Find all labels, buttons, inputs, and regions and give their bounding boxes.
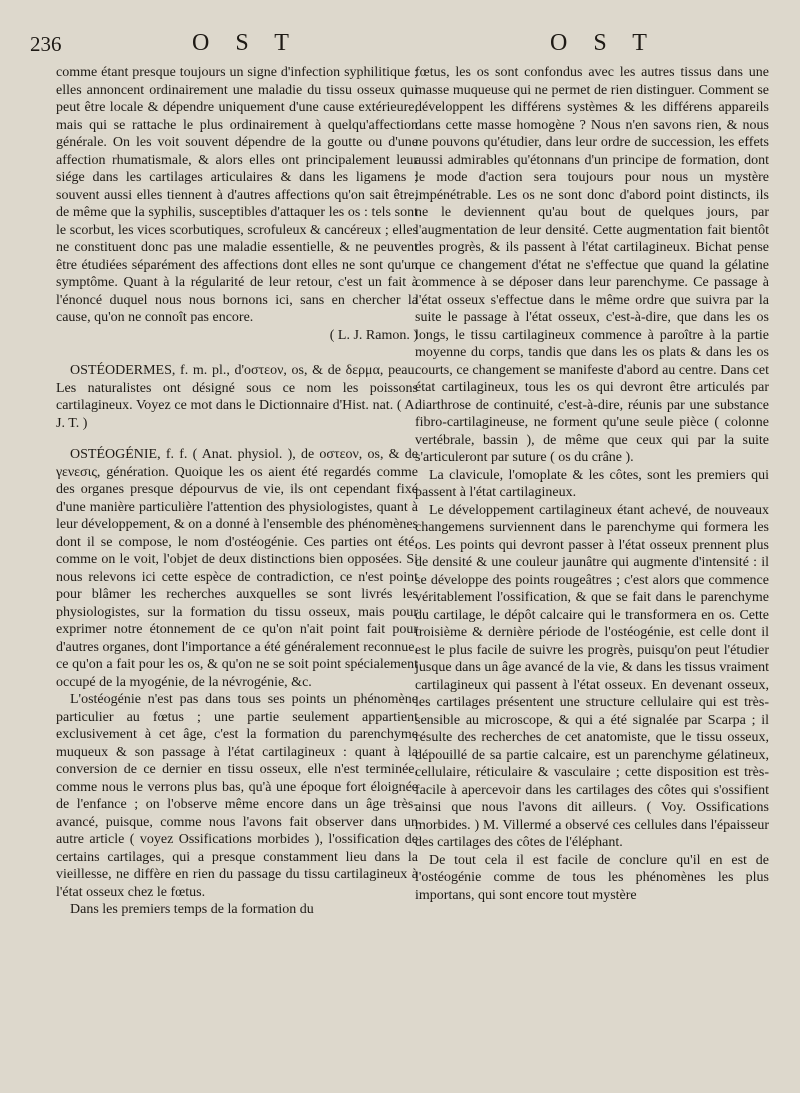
page-number: 236 [30,32,62,56]
paragraph-clavicule: La clavicule, l'omoplate & les côtes, sont les premiers qui passent à l'état cartilagineux. [415,467,769,500]
paragraph-continuation: comme étant presque toujours un signe d'infection syphilitique ; elles annoncent ordinairement une maladie du tissu osseux qui peut être locale & dépendre uniquement d'une cause extérieure, mais qui se rattache le plus ordinairement à quelqu'affection générale. On les voit souvent dépendre de la goutte ou d'une affection rhumatismale, & alors elles ont principalement leur siége dans les cartilages articulaires & dans les ligamens ; souvent aussi elles tiennent à d'autres affections qu'on sait être, de même que la syphilis, susceptibles d'attaquer les os : tels sont le scorbut, les vices scorbutiques, scrofuleux & cancéreux ; elles ne constituent donc pas une maladie essentielle, & ne peuvent être étudiées séparément des affections dont elles ne sont qu'un symptôme. Quant à la régularité de leur retour, c'est un fait à l'énoncé duquel nous nous bornons ici, sans en chercher la cause, qu'on ne connoît pas encore. [56,65,418,325]
entry-osteogenie: OSTÉOGÉNIE, f. f. ( Anat. physiol. ), de οστεον, os, & de γενεσις, génération. Quoique les os aient été regardés comme des organes presque dépourvus de vie, ils ont cependant fixé d'une manière particulière l'attention des physiologistes, quant à leur développement, & on a donné à l'ensemble des phénomènes dont il se compose, le nom d'ostéogénie. Ces parties ont été, comme on le voit, l'objet de deux distinctions bien opposées. Si nous relevons ici cette espèce de contradiction, ce n'est point pour blâmer les recherches auxquelles se sont livrés les physiologistes, sur la formation du tissu osseux, mais pour exprimer notre étonnement de ce qu'on n'ait point fait pour d'autres organes, dont l'importance a été généralement reconnue, ce qu'on a fait pour les os, & qu'on ne se soit point spécialement occupé de la myogénie, de la névrogénie, &c. [56,447,418,690]
right-column [415,64,769,904]
paragraph-developpement: Le développement cartilagineux étant achevé, de nouveaux changemens surviennent dans le parenchyme qui formera les os. Les points qui devront passer à l'état osseux prennent plus de densité & une couleur jaunâtre qui augmente d'intensité : il se développe des points rougeâtres ; c'est alors que commence véritablement l'ossification, & que se fait dans le parenchyme du cartilage, le dépôt calcaire qui le transformera en os. Cette troisième & dernière période de l'ostéogénie, est celle dont il est le plus facile de suivre les progrès, puisqu'on peut l'étudier jusque dans un âge avancé de la vie, & dans les tissus vraiment cartilagineux qui passent à l'état osseux. En devenant osseux, les cartilages présentent une structure cellulaire qui est très-sensible au microscope, & qui a été signalée par Scarpa ; il résulte des recherches de cet anatomiste, que le tissu osseux, dépouillé de sa partie calcaire, est un parenchyme gélatineux, cellulaire, réticulaire & vasculaire ; cette disposition est très-facile à apercevoir dans les cartilages des côtes qui s'ossifient ainsi que nous l'avons dit ailleurs. ( Voy. Ossifications morbides. ) M. Villermé a observé ces cellules dans l'épaisseur des cartilages des côtes de l'éléphant. [415,502,769,850]
running-head-left: O S T [192,30,299,56]
author-signature: ( L. J. Ramon. ) [329,327,418,343]
paragraph-premiers-temps: Dans les premiers temps de la formation du [70,902,314,917]
running-head-right: O S T [550,30,657,56]
paragraph-conclusion: De tout cela il est facile de conclure qu'il en est de l'ostéogénie comme de tous les phénomènes les plus importans, qui sont encore tout mystère [415,852,769,903]
paragraph-osteogenie-foetus: L'ostéogénie n'est pas dans tous ses points un phénomène particulier au fœtus ; une partie seulement appartient exclusivement à cet âge, c'est la formation du parenchyme muqueux & son passage à l'état cartilagineux : quant à la conversion de ce dernier en tissu osseux, elle n'est terminée, comme nous le verrons plus bas, qu'à une époque fort éloignée de l'enfance ; on l'observe même encore dans un âge très-avancé, puisque, comme nous l'avons fait observer dans un autre article ( voyez Ossifications morbides ), l'ossification de certains cartilages, qui a presque constamment lieu dans la vieillesse, ne diffère en rien du passage du tissu cartilagineux à l'état osseux chez le fœtus. [56,692,418,900]
left-column [56,64,418,919]
page-header [0,30,800,64]
entry-gap [56,432,418,446]
paragraph-foetus-os: fœtus, les os sont confondus avec les autres tissus dans une masse muqueuse qui ne permet de rien distinguer. Comment se développent les différens systèmes & les différens appareils dans cette masse homogène ? Nous n'en savons rien, & nous ne pouvons qu'étudier, dans leur ordre de succession, les effets aussi admirables qu'étonnans d'un principe de formation, dont le mode d'action sera toujours pour nous un mystère impénétrable. Les os ne sont donc d'abord point distincts, ils ne le deviennent qu'au bout de quelques jours, par l'augmentation de leur densité. Cette augmentation fait bientôt des progrès, & ils passent à l'état cartilagineux. Bichat pense que ce changement d'état ne s'effectue que quand la gélatine commence à se déposer dans leur parenchyme. Ce passage à l'état osseux s'effectue dans le même ordre que suivra par la suite le passage à l'état osseux, c'est-à-dire, que dans les os longs, le tissu cartilagineux commence à paroître à la partie moyenne du corps, tandis que dans les os plats & dans les os courts, ce changement se manifeste d'abord au centre. Dans cet état cartilagineux, tous les os qui devront être articulés par diarthrose de continuité, c'est-à-dire, réunis par une substance fibro-cartilagineuse, ne forment qu'une seule pièce ( colonne vertébrale, bassin ), de même que ceux qui par la suite s'articuleront par suture ( os du crâne ). [415,65,769,465]
entry-osteodermes: OSTÉODERMES, f. m. pl., d'οστεον, os, & de δερμα, peau. Les naturalistes ont désigné sous ce nom les poissons cartilagineux. Voyez ce mot dans le Dictionnaire d'Hist. nat. ( A. J. T. ) [56,363,418,431]
